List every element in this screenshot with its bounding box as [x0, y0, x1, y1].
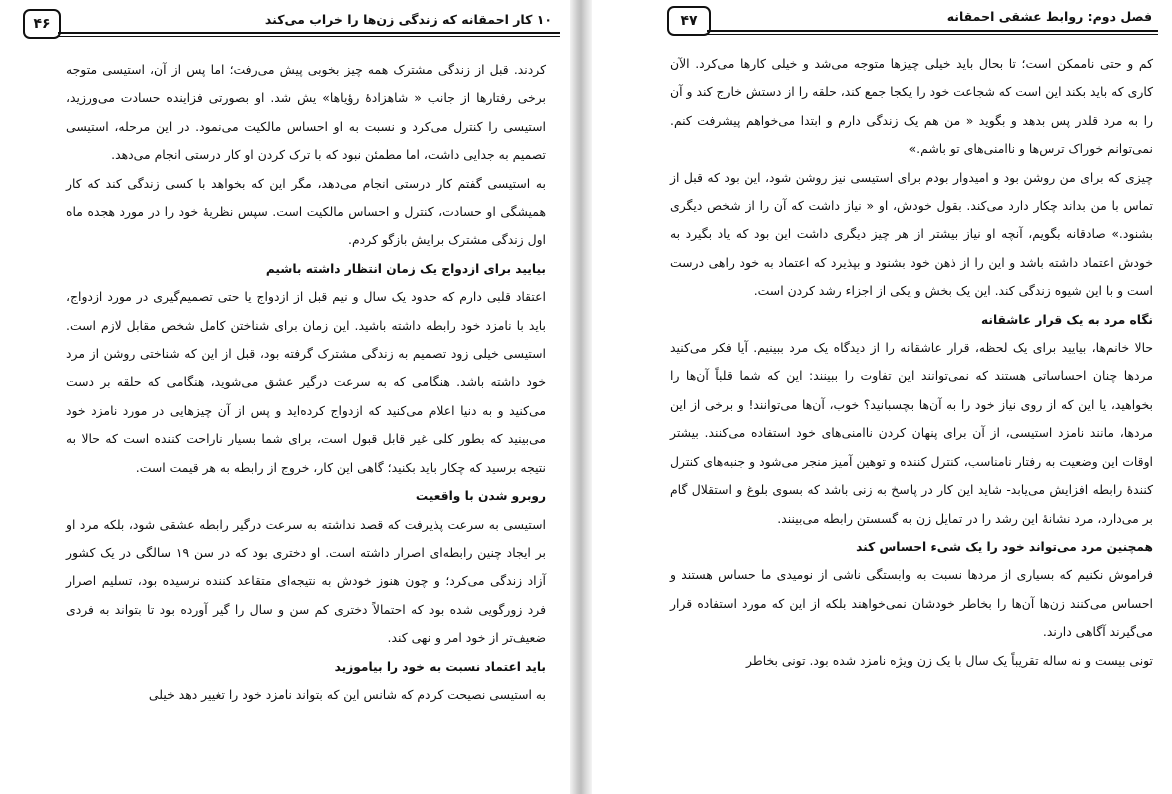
page-number: ۴۶: [33, 16, 51, 32]
page-number-box: [23, 9, 61, 39]
paragraph: تونی بیست و نه ساله تقریباً یک سال با یک زن ویژه نامزد شده بود. تونی بخاطر: [746, 652, 1153, 668]
paragraph: استیسی به سرعت پذیرفت که قصد نداشته به سرعت درگیر رابطه عشقی شود، بلکه مرد او بر ایجاد چنین رابطه‌ای اصرار داشته است. او دختری بود که در سن ۱۹ سالگی در یک کشور آزاد زندگی می‌کرد؛ و چون هنوز خودش به نتیجه‌ای متقاعد کننده نرسیده بود، تسلیم اصرار فرد زورگویی شده بود که احتمالاً دختری کم سن و سال را گیر آورده بود تا بتواند به فردی ضعیف‌تر از خود امر و نهی کند.: [66, 516, 546, 646]
section-heading: بیایید برای ازدواج یک زمان انتظار داشته باشیم: [265, 261, 546, 276]
page-number: ۴۷: [680, 13, 698, 29]
header-rule: [707, 30, 1158, 32]
paragraph: اعتقاد قلبی دارم که حدود یک سال و نیم قبل از ازدواج یا حتی تصمیم‌گیری در مورد ازدواج، باید با نامزد خود رابطه داشته باشید. این زمان برای شناختن کامل شخص مقابل لازم است. استیسی خیلی زود تصمیم به زندگی مشترک گرفته بود، قبل از این که شناختی روشن از مرد خود داشته باشد. هنگامی که به سرعت درگیر عشق می‌شوید، هنگامی که حلقه بر دست می‌کنید و به دنیا اعلام می‌کنید که ازدواج کرده‌اید و پس از آن چیزهایی در مورد نامزد خود می‌بینید که بطور کلی غیر قابل قبول است، برای شما بسیار ناراحت کننده است که حالا به نتیجه برسید که چکار باید بکنید؛ گاهی این کار، خروج از رابطه به هر قیمت است.: [66, 289, 546, 475]
left-body-text: [66, 56, 546, 709]
section-heading: نگاه مرد به یک قرار عاشقانه: [980, 312, 1153, 327]
paragraph: حالا خانم‌ها، بیایید برای یک لحظه، قرار عاشقانه را از دیدگاه یک مرد ببینیم. آیا فکر می‌کنید مردها چنان احساساتی هستند که نمی‌توانند این تفاوت را ببینند: این که شما قلباً آن‌ها را بخواهید، یا این که از روی نیاز خود را به آن‌ها بچسبانید؟ خوب، آن‌ها می‌توانند! و برخی از این مردها، مانند نامزد استیسی، از آن برای پنهان کردن ناامنی‌های خود استفاده می‌کنند. بیشتر اوقات این وضعیت به رفتار نامناسب، کنترل کننده و توهین آمیز منجر می‌شود و جنبه‌های کنترل کنندهٔ رابطه افزایش می‌یابد- شاید این کار در پاسخ به زنی باشد که بسوی بلوغ و استقلال گام بر می‌دارد، مرد نشانهٔ این رشد را در تمایل زن به گسستن رابطه می‌بینند.: [670, 340, 1153, 526]
header-rule-thin: [707, 34, 1158, 35]
left-page: [0, 0, 570, 794]
right-page: [592, 0, 1172, 794]
section-heading: روبرو شدن با واقعیت: [415, 489, 546, 504]
right-body-text: [670, 50, 1153, 675]
page-number-box: [667, 6, 711, 36]
paragraph: چیزی که برای من روشن بود و امیدوار بودم برای استیسی نیز روشن شود، این بود که قبل از تماس با من بداند چکار دارد می‌کند. بقول خودش، او « نیاز داشت که آن را از شخص دیگری بشنود.» صادقانه بگویم، آنچه او نیاز بیشتر از هر چیز دیگری داشت این بود که یاد بگیرد به خودش اعتماد داشته باشد و این را از ذهن خود بشنود و بپذیرد که اعتماد به خود راهی درست است و با این شیوه زندگی کند. این یک بخش و یکی از اجزاء رشد کردن است.: [670, 169, 1153, 299]
paragraph: به استیسی نصیحت کردم که شانس این که بتواند نامزد خود را تغییر دهد خیلی: [148, 686, 546, 702]
header-rule-thin: [58, 36, 560, 37]
book-gutter: [570, 0, 592, 794]
paragraph: فراموش نکنیم که بسیاری از مردها نسبت به وابستگی ناشی از نومیدی ما حساس هستند و احساس می‌کنند زن‌ها آن‌ها را بخاطر خودشان نمی‌خواهند بلکه از این که مورد استفاده قرار می‌گیرند آگاهی دارند.: [670, 567, 1153, 640]
running-header: فصل دوم: روابط عشقی احمقانه: [946, 9, 1152, 24]
section-heading: همچنین مرد می‌تواند خود را یک شیء احساس کند: [856, 539, 1153, 554]
section-heading: باید اعتماد نسبت به خود را بیاموزید: [334, 659, 546, 674]
paragraph: کم و حتی ناممکن است؛ تا بحال باید خیلی چیزها متوجه می‌شد و خیلی کارها می‌کرد. الآن کاری که باید بکند این است که شجاعت خود را یکجا جمع کند، حلقه را از دستش خارج کند و آن را به مرد قلدر پس بدهد و بگوید « من هم یک زندگی دارم و ابتدا می‌خواهم پیشرفت کنم. نمی‌توانم خوراک ترس‌ها و ناامنی‌های تو باشم.»: [670, 56, 1153, 157]
paragraph: کردند. قبل از زندگی مشترک همه چیز بخوبی پیش می‌رفت؛ اما پس از آن، استیسی متوجه برخی رفتارها از جانب « شاهزادهٔ رؤیاها» یش شد. او بصورتی فزاینده حسادت می‌ورزید، استیسی را کنترل می‌کرد و نسبت به او احساس مالکیت می‌نمود. در این مرحله، استیسی تصمیم به جدایی داشت، اما مطمئن نبود که با ترک کردن او کار درستی انجام می‌دهد.: [66, 62, 546, 163]
running-header: ۱۰ کار احمقانه که زندگی زن‌ها را خراب می‌کند: [264, 12, 552, 27]
header-rule: [58, 32, 560, 34]
paragraph: به استیسی گفتم کار درستی انجام می‌دهد، مگر این که بخواهد با کسی زندگی کند که کار همیشگی او حسادت، کنترل و احساس مالکیت است. سپس نظریهٔ خود را در مورد هجده ماه اول زندگی مشترک برایش بازگو کردم.: [66, 175, 546, 248]
